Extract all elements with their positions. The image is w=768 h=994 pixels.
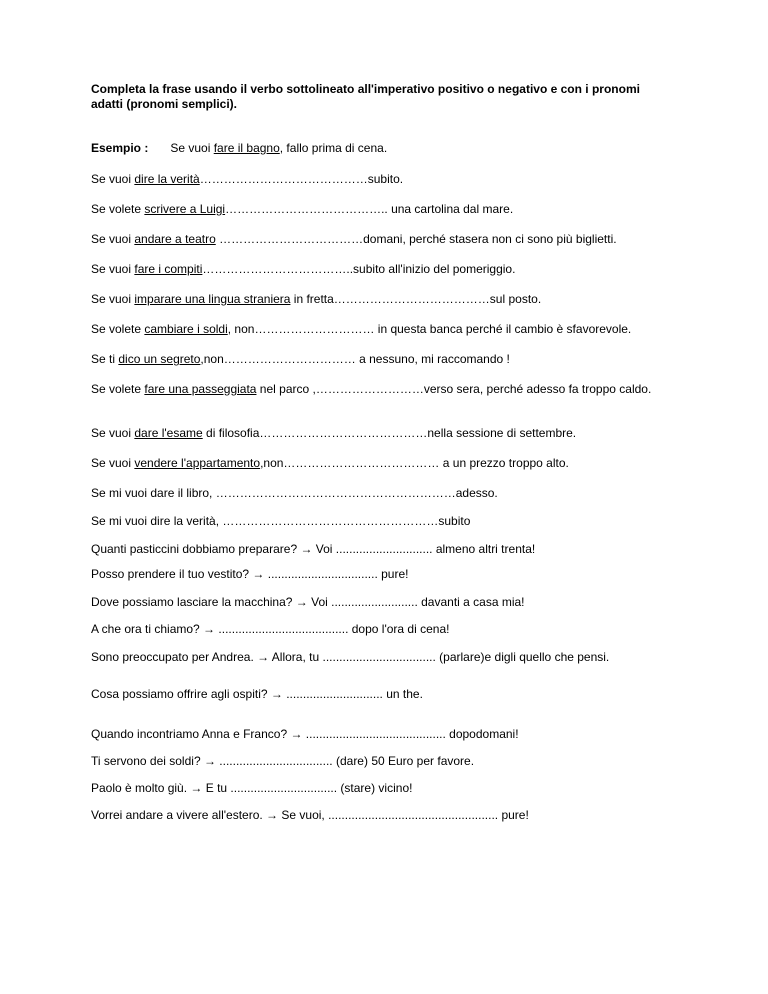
- exercise-line-10: [91, 456, 691, 470]
- exercise-verb: fare i compiti: [134, 262, 203, 276]
- exercise-pre: Se vuoi: [91, 456, 135, 470]
- exercise-line-6: [91, 322, 691, 336]
- example-verb: fare il bagno: [213, 141, 280, 155]
- example-post: , fallo prima di cena.: [279, 141, 388, 155]
- plain-line-7: Sono preoccupato per Andrea. → Allora, tu .................................. (parlare)e digli quello che pensi.: [91, 650, 610, 664]
- exercise-pre: Se volete: [91, 202, 145, 216]
- plain-line-3: Quanti pasticcini dobbiamo preparare? → Voi ............................. almeno altri trenta!: [91, 542, 536, 556]
- exercise-verb: dare l'esame: [134, 426, 203, 440]
- exercise-line-1: [91, 172, 691, 186]
- exercise-verb: vendere l'appartamento: [134, 456, 261, 470]
- plain-line-5: Dove possiamo lasciare la macchina? → Voi .......................... davanti a casa mia!: [91, 595, 525, 609]
- exercise-post: ,non…………………………… a nessuno, mi raccomando !: [200, 352, 510, 366]
- instructions: Completa la frase usando il verbo sottolineato all'imperativo positivo o negativo e con i pronomi adatti (pronomi semplici).: [91, 82, 640, 111]
- exercise-post: in fretta…………………………………sul posto.: [290, 292, 542, 306]
- exercise-post: ………………………………domani, perché stasera non ci sono più biglietti.: [215, 232, 617, 246]
- exercise-verb: andare a teatro: [134, 232, 216, 246]
- exercise-verb: imparare una lingua straniera: [134, 292, 291, 306]
- exercise-pre: Se volete: [91, 322, 145, 336]
- exercise-line-3: [91, 232, 691, 246]
- example-label: Esempio :: [91, 141, 149, 155]
- exercise-post: ………………………………….. una cartolina dal mare.: [225, 202, 514, 216]
- plain-line-6: A che ora ti chiamo? → ....................................... dopo l'ora di cena!: [91, 622, 450, 636]
- plain-line-1: Se mi vuoi dare il libro, ……………………………………………………adesso.: [91, 486, 498, 500]
- exercise-pre: Se volete: [91, 382, 145, 396]
- exercise-line-4: [91, 262, 691, 276]
- exercise-post: ……………………………………subito.: [199, 172, 404, 186]
- exercise-verb: fare una passeggiata: [144, 382, 257, 396]
- exercise-pre: Se vuoi: [91, 172, 135, 186]
- plain-line-8: Cosa possiamo offrire agli ospiti? → ............................. un the.: [91, 687, 423, 701]
- plain-line-9: Quando incontriamo Anna e Franco? → .......................................... dopodomani!: [91, 727, 519, 741]
- plain-line-2: Se mi vuoi dire la verità, ………………………………………………subito: [91, 514, 471, 528]
- plain-line-10: Ti servono dei soldi? → .................................. (dare) 50 Euro per favore.: [91, 754, 475, 768]
- exercise-post: di filosofia……………………………………nella sessione di settembre.: [202, 426, 577, 440]
- exercise-verb: scrivere a Luigi: [144, 202, 226, 216]
- plain-line-12: Vorrei andare a vivere all'estero. → Se vuoi, ................................................... pure!: [91, 808, 529, 822]
- exercise-post: nel parco ,………………………verso sera, perché adesso fa troppo caldo.: [256, 382, 652, 396]
- plain-line-4: Posso prendere il tuo vestito? → ................................. pure!: [91, 567, 409, 581]
- exercise-line-5: [91, 292, 691, 306]
- exercise-pre: Se vuoi: [91, 232, 135, 246]
- exercise-post: ………………………………..subito all'inizio del pomeriggio.: [202, 262, 516, 276]
- example-line: [91, 141, 691, 155]
- exercise-line-8: [91, 382, 676, 396]
- exercise-post: ,non………………………………… a un prezzo troppo alto.: [260, 456, 569, 470]
- exercise-pre: Se vuoi: [91, 292, 135, 306]
- exercise-verb: cambiare i soldi: [144, 322, 228, 336]
- exercise-line-2: [91, 202, 691, 216]
- exercise-pre: Se vuoi: [91, 426, 135, 440]
- exercise-pre: Se ti: [91, 352, 119, 366]
- plain-line-11: Paolo è molto giù. → E tu ................................ (stare) vicino!: [91, 781, 413, 795]
- exercise-post: , non………………………… in questa banca perché il cambio è sfavorevole.: [227, 322, 632, 336]
- exercise-verb: dico un segreto: [118, 352, 201, 366]
- exercise-line-9: [91, 426, 691, 440]
- exercise-line-7: [91, 352, 691, 366]
- exercise-verb: dire la verità: [134, 172, 200, 186]
- example-pre: Se vuoi: [170, 141, 214, 155]
- exercise-pre: Se vuoi: [91, 262, 135, 276]
